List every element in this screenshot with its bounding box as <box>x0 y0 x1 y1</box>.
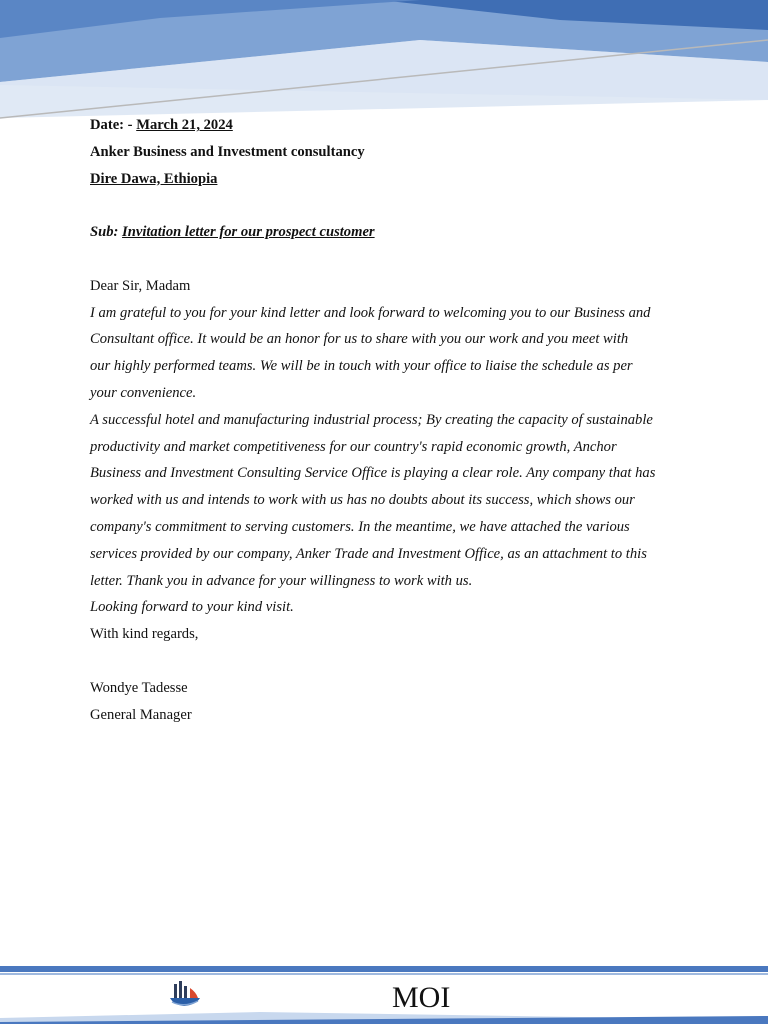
paragraph-2 <box>90 407 690 595</box>
subject-text: Invitation letter for our prospect customer <box>122 224 375 241</box>
subject-label: Sub: <box>90 224 119 241</box>
paragraph-line: worked with us and intends to work with us has no doubts about its success, which shows our <box>90 492 635 509</box>
subject-line <box>90 219 690 246</box>
salutation: Dear Sir, Madam <box>90 277 191 294</box>
paragraph-line: services provided by our company, Anker Trade and Investment Office, as an attachment to this <box>90 545 647 562</box>
paragraph-line: letter. Thank you in advance for your willingness to work with us. <box>90 572 473 589</box>
paragraph-line: our highly performed teams. We will be in touch with your office to liaise the schedule as per <box>90 358 633 375</box>
paragraph-line: productivity and market competitiveness for our country's rapid economic growth, Anchor <box>90 438 617 455</box>
letter-body <box>90 112 690 728</box>
company-name: Anker Business and Investment consultancy <box>90 143 365 160</box>
header-banner <box>0 0 768 125</box>
paragraph-line: A successful hotel and manufacturing industrial process; By creating the capacity of sustainable <box>90 411 653 428</box>
closing-line: Looking forward to your kind visit. <box>90 599 294 616</box>
paragraph-line: I am grateful to you for your kind letter and look forward to welcoming you to our Business and <box>90 304 651 321</box>
regards-line: With kind regards, <box>90 626 199 643</box>
paragraph-line: your convenience. <box>90 384 197 401</box>
paragraph-line: Business and Investment Consulting Service Office is playing a clear role. Any company that has <box>90 465 656 482</box>
signer-title: General Manager <box>90 706 192 723</box>
date-label: Date: - <box>90 117 133 133</box>
paragraph-line: Consultant office. It would be an honor for us to share with you our work and you meet with <box>90 331 629 348</box>
company-location: Dire Dawa, Ethiopia <box>90 170 218 187</box>
signer-name: Wondye Tadesse <box>90 679 188 696</box>
paragraph-line: company's commitment to serving customers. In the meantime, we have attached the various <box>90 518 630 535</box>
date-value: March 21, 2024 <box>136 117 233 133</box>
footer-band <box>0 960 768 1024</box>
ship-logo-icon <box>166 978 204 1010</box>
footer-brand: MOI <box>392 981 451 1014</box>
paragraph-1 <box>90 300 690 407</box>
date-line <box>90 112 690 139</box>
